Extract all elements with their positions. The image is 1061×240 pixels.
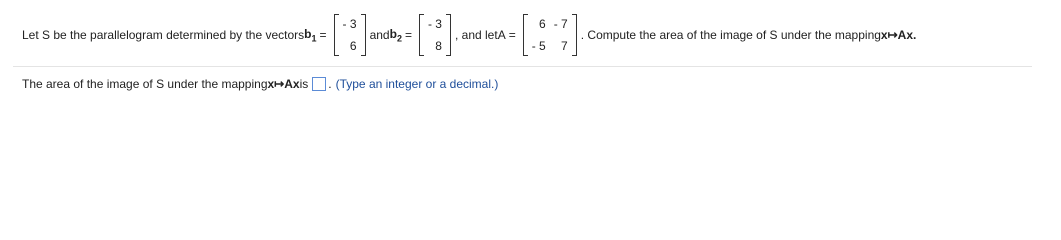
question-intro-text: Let S be the parallelogram determined by the vectors bbox=[22, 28, 305, 42]
matrix-cell: - 3 bbox=[342, 17, 357, 31]
answer-prefix-text: The area of the image of S under the mapping bbox=[22, 77, 268, 91]
vector-b2-label bbox=[390, 27, 402, 43]
matrix-cell: - 3 bbox=[427, 17, 442, 31]
answer-is-text: is bbox=[299, 77, 309, 91]
answer-hint-text: (Type an integer or a decimal.) bbox=[335, 77, 499, 91]
matrix-a-name: A bbox=[497, 28, 506, 42]
vector-b1-matrix bbox=[334, 14, 366, 56]
matrix-row bbox=[532, 39, 568, 53]
vector-b2-matrix bbox=[419, 14, 451, 56]
matrix-cell: 7 bbox=[561, 39, 568, 53]
vector-b1-name: b bbox=[304, 26, 312, 41]
and-text: and bbox=[369, 28, 390, 42]
matrix-a bbox=[523, 14, 577, 56]
matrix-cell: 8 bbox=[435, 39, 442, 53]
answer-statement bbox=[22, 75, 498, 93]
section-divider bbox=[13, 66, 1032, 67]
vector-b1-label bbox=[304, 27, 316, 43]
area-answer-input[interactable] bbox=[312, 77, 326, 91]
matrix-row bbox=[428, 17, 442, 31]
matrix-row bbox=[343, 17, 357, 31]
right-bracket bbox=[446, 14, 451, 56]
matrix-cell: 6 bbox=[539, 17, 546, 31]
and-let-text: , and let bbox=[454, 28, 498, 42]
answer-period: . bbox=[328, 77, 332, 91]
vector-b2-subscript: 2 bbox=[396, 33, 402, 44]
matrix-cell: - 7 bbox=[553, 17, 568, 31]
matrix-a-equals: = bbox=[508, 28, 516, 42]
vector-b1-equals: = bbox=[319, 28, 327, 42]
matrix-row bbox=[428, 39, 442, 53]
mapping-text: x↦Ax. bbox=[880, 28, 917, 42]
matrix-cell: 6 bbox=[349, 39, 357, 53]
compute-text: . Compute the area of the image of S under the mapping bbox=[580, 28, 881, 42]
vector-b2-name: b bbox=[389, 26, 397, 41]
question-statement bbox=[22, 12, 916, 58]
right-bracket bbox=[572, 14, 577, 56]
vector-b2-equals: = bbox=[404, 28, 412, 42]
vector-b2-body bbox=[424, 14, 446, 56]
vector-b1-body bbox=[339, 14, 361, 56]
answer-mapping-text: x↦Ax bbox=[267, 77, 300, 91]
matrix-row bbox=[532, 17, 568, 31]
matrix-row bbox=[343, 39, 357, 53]
matrix-cell: - 5 bbox=[531, 39, 546, 53]
matrix-a-body bbox=[528, 14, 572, 56]
right-bracket bbox=[361, 14, 366, 56]
vector-b1-subscript: 1 bbox=[311, 33, 317, 44]
